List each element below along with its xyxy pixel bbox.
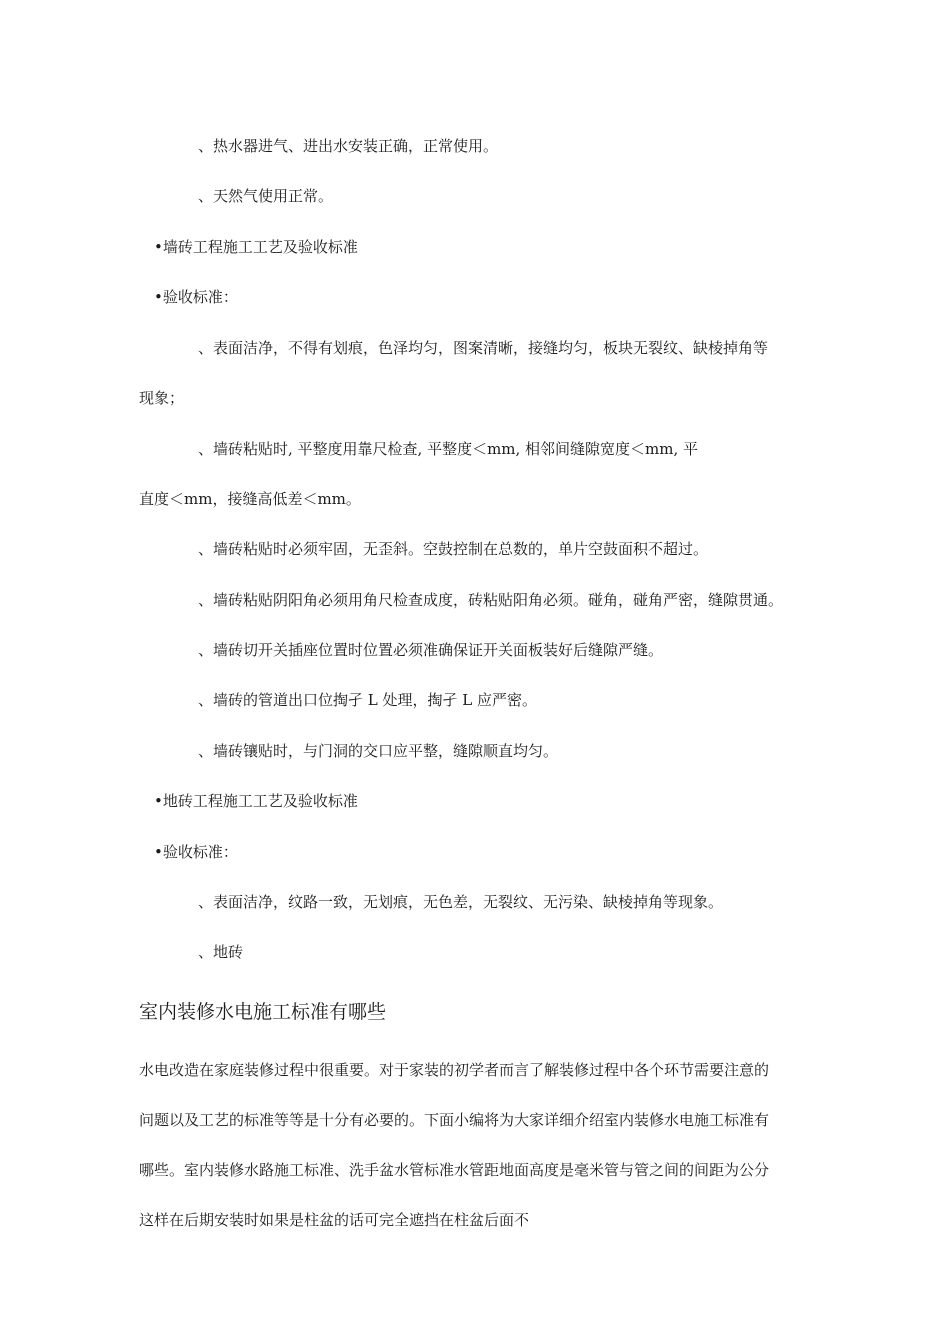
- list-item: 、墙砖粘贴时, 平整度用靠尺检查, 平整度＜mm, 相邻间缝隙宽度＜mm, 平: [198, 440, 699, 458]
- paragraph-line: 水电改造在家庭装修过程中很重要。对于家装的初学者而言了解装修过程中各个环节需要注意的: [139, 1061, 770, 1079]
- list-item: 、表面洁净，不得有划痕，色泽均匀，图案清晰，接缝均匀，板块无裂纹、缺棱掉角等: [198, 339, 769, 357]
- section-subtitle-acceptance: •验收标准：: [154, 288, 238, 306]
- list-item: 、天然气使用正常。: [198, 187, 334, 205]
- section-subtitle-acceptance: •验收标准：: [154, 843, 238, 861]
- list-item: 、地砖: [198, 943, 244, 961]
- list-item: 、表面洁净，纹路一致，无划痕，无色差，无裂纹、无污染、缺棱掉角等现象。: [198, 893, 724, 911]
- list-item-continuation: 现象；: [139, 389, 185, 407]
- article-heading: 室内装修水电施工标准有哪些: [139, 1001, 387, 1023]
- list-item: 、墙砖粘贴阴阳角必须用角尺检查成度，砖粘贴阳角必须。碰角，碰角严密，缝隙贯通。: [198, 591, 784, 609]
- list-item: 、热水器进气、进出水安装正确，正常使用。: [198, 137, 499, 155]
- list-item: 、墙砖镶贴时，与门洞的交口应平整，缝隙顺直均匀。: [198, 742, 559, 760]
- list-item: 、墙砖切开关插座位置时位置必须准确保证开关面板装好后缝隙严缝。: [198, 641, 664, 659]
- list-item-continuation: 直度＜mm，接缝高低差＜mm。: [139, 490, 361, 508]
- paragraph-line: 这样在后期安装时如果是柱盆的话可完全遮挡在柱盆后面不: [139, 1211, 530, 1229]
- section-title-floor-tile: •地砖工程施工工艺及验收标准: [154, 792, 358, 810]
- list-item: 、墙砖粘贴时必须牢固，无歪斜。空鼓控制在总数的，单片空鼓面积不超过。: [198, 540, 709, 558]
- paragraph-line: 问题以及工艺的标准等等是十分有必要的。下面小编将为大家详细介绍室内装修水电施工标准有: [139, 1111, 770, 1129]
- list-item: 、墙砖的管道出口位掏孑 L 处理，掏孑 L 应严密。: [198, 691, 537, 709]
- section-title-wall-tile: •墙砖工程施工工艺及验收标准: [154, 238, 358, 256]
- paragraph-line: 哪些。室内装修水路施工标准、洗手盆水管标准水管距地面高度是毫米管与管之间的间距为公分: [139, 1161, 770, 1179]
